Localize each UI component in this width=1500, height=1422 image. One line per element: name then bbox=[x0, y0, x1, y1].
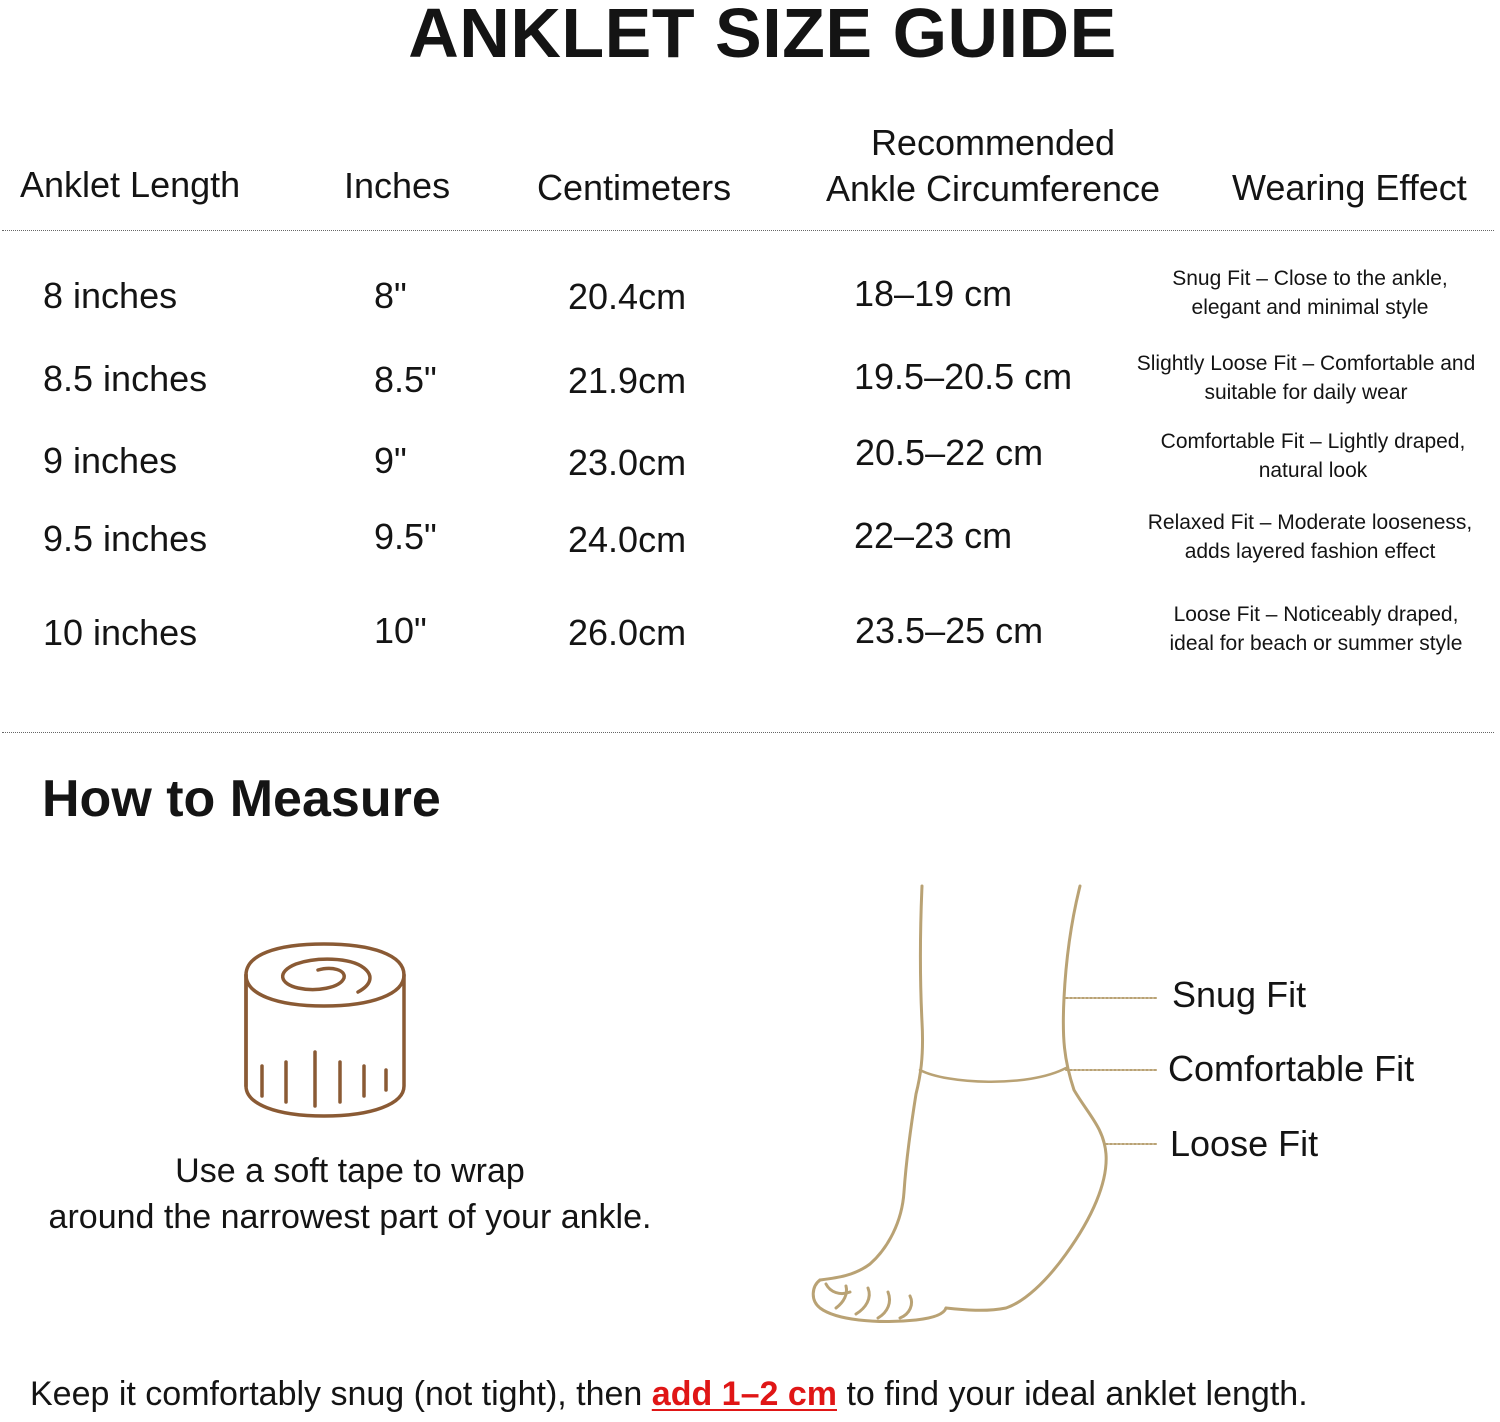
row-4-effect-line1: Relaxed Fit – Moderate looseness, bbox=[1147, 511, 1473, 534]
header-centimeters: Centimeters bbox=[537, 167, 732, 208]
row-3-effect-line2: natural look bbox=[1258, 459, 1368, 482]
row-4-effect bbox=[1110, 508, 1500, 566]
loose-fit-label: Loose Fit bbox=[1170, 1123, 1319, 1164]
row-3-length: 9 inches bbox=[43, 440, 178, 481]
row-5-effect-line2: ideal for beach or summer style bbox=[1169, 632, 1463, 655]
measure-caption-line2: around the narrowest part of your ankle. bbox=[48, 1198, 652, 1236]
row-2-cm: 21.9cm bbox=[568, 360, 687, 401]
row-1-effect-line2: elegant and minimal style bbox=[1191, 296, 1429, 319]
row-3-circumference: 20.5–22 cm bbox=[855, 432, 1044, 473]
row-4-cm: 24.0cm bbox=[568, 519, 687, 560]
page-title: ANKLET SIZE GUIDE bbox=[408, 0, 1117, 72]
row-1-length: 8 inches bbox=[43, 275, 178, 316]
header-recommended-line1: Recommended bbox=[870, 122, 1116, 163]
row-2-effect-line2: suitable for daily wear bbox=[1204, 381, 1408, 404]
row-4-length: 9.5 inches bbox=[43, 518, 208, 559]
snug-fit-label: Snug Fit bbox=[1172, 974, 1307, 1015]
footer-note-end: to find your ideal anklet length. bbox=[837, 1375, 1308, 1413]
row-1-effect bbox=[1110, 264, 1500, 322]
row-3-effect-line1: Comfortable Fit – Lightly draped, bbox=[1160, 430, 1466, 453]
row-5-effect-line1: Loose Fit – Noticeably draped, bbox=[1173, 603, 1459, 626]
row-5-length: 10 inches bbox=[43, 612, 198, 653]
row-3-inches: 9" bbox=[374, 440, 407, 481]
row-2-length: 8.5 inches bbox=[43, 358, 208, 399]
footer-note bbox=[30, 1374, 1308, 1414]
row-5-effect bbox=[1116, 600, 1500, 658]
row-1-circumference: 18–19 cm bbox=[854, 273, 1013, 314]
header-recommended-line2: Ankle Circumference bbox=[825, 168, 1161, 209]
measuring-tape-icon bbox=[236, 930, 416, 1130]
ankle-foot-icon bbox=[796, 862, 1176, 1352]
header-divider bbox=[2, 230, 1494, 231]
row-5-circumference: 23.5–25 cm bbox=[855, 610, 1044, 651]
comfortable-fit-label: Comfortable Fit bbox=[1168, 1048, 1415, 1089]
measure-caption-line1: Use a soft tape to wrap bbox=[175, 1152, 525, 1190]
header-anklet-length: Anklet Length bbox=[20, 164, 241, 205]
row-3-effect bbox=[1113, 427, 1500, 485]
row-4-circumference: 22–23 cm bbox=[854, 515, 1013, 556]
row-2-effect bbox=[1106, 349, 1500, 407]
row-5-cm: 26.0cm bbox=[568, 612, 687, 653]
footer-note-text: Keep it comfortably snug (not tight), then bbox=[30, 1375, 652, 1413]
row-1-effect-line1: Snug Fit – Close to the ankle, bbox=[1172, 267, 1448, 290]
row-2-circumference: 19.5–20.5 cm bbox=[854, 356, 1073, 397]
section-heading: How to Measure bbox=[42, 770, 441, 828]
header-inches: Inches bbox=[344, 165, 451, 206]
row-1-cm: 20.4cm bbox=[568, 276, 687, 317]
row-4-inches: 9.5" bbox=[374, 516, 437, 557]
header-recommended-circumference bbox=[808, 120, 1178, 212]
row-5-inches: 10" bbox=[374, 610, 427, 651]
table-bottom-divider bbox=[2, 732, 1494, 733]
header-wearing-effect: Wearing Effect bbox=[1232, 167, 1467, 208]
measure-caption bbox=[0, 1148, 700, 1240]
row-2-inches: 8.5" bbox=[374, 359, 437, 400]
row-1-inches: 8" bbox=[374, 275, 407, 316]
row-4-effect-line2: adds layered fashion effect bbox=[1184, 540, 1436, 563]
row-2-effect-line1: Slightly Loose Fit – Comfortable and bbox=[1136, 352, 1476, 375]
row-3-cm: 23.0cm bbox=[568, 442, 687, 483]
footer-highlight: add 1–2 cm bbox=[651, 1375, 837, 1413]
